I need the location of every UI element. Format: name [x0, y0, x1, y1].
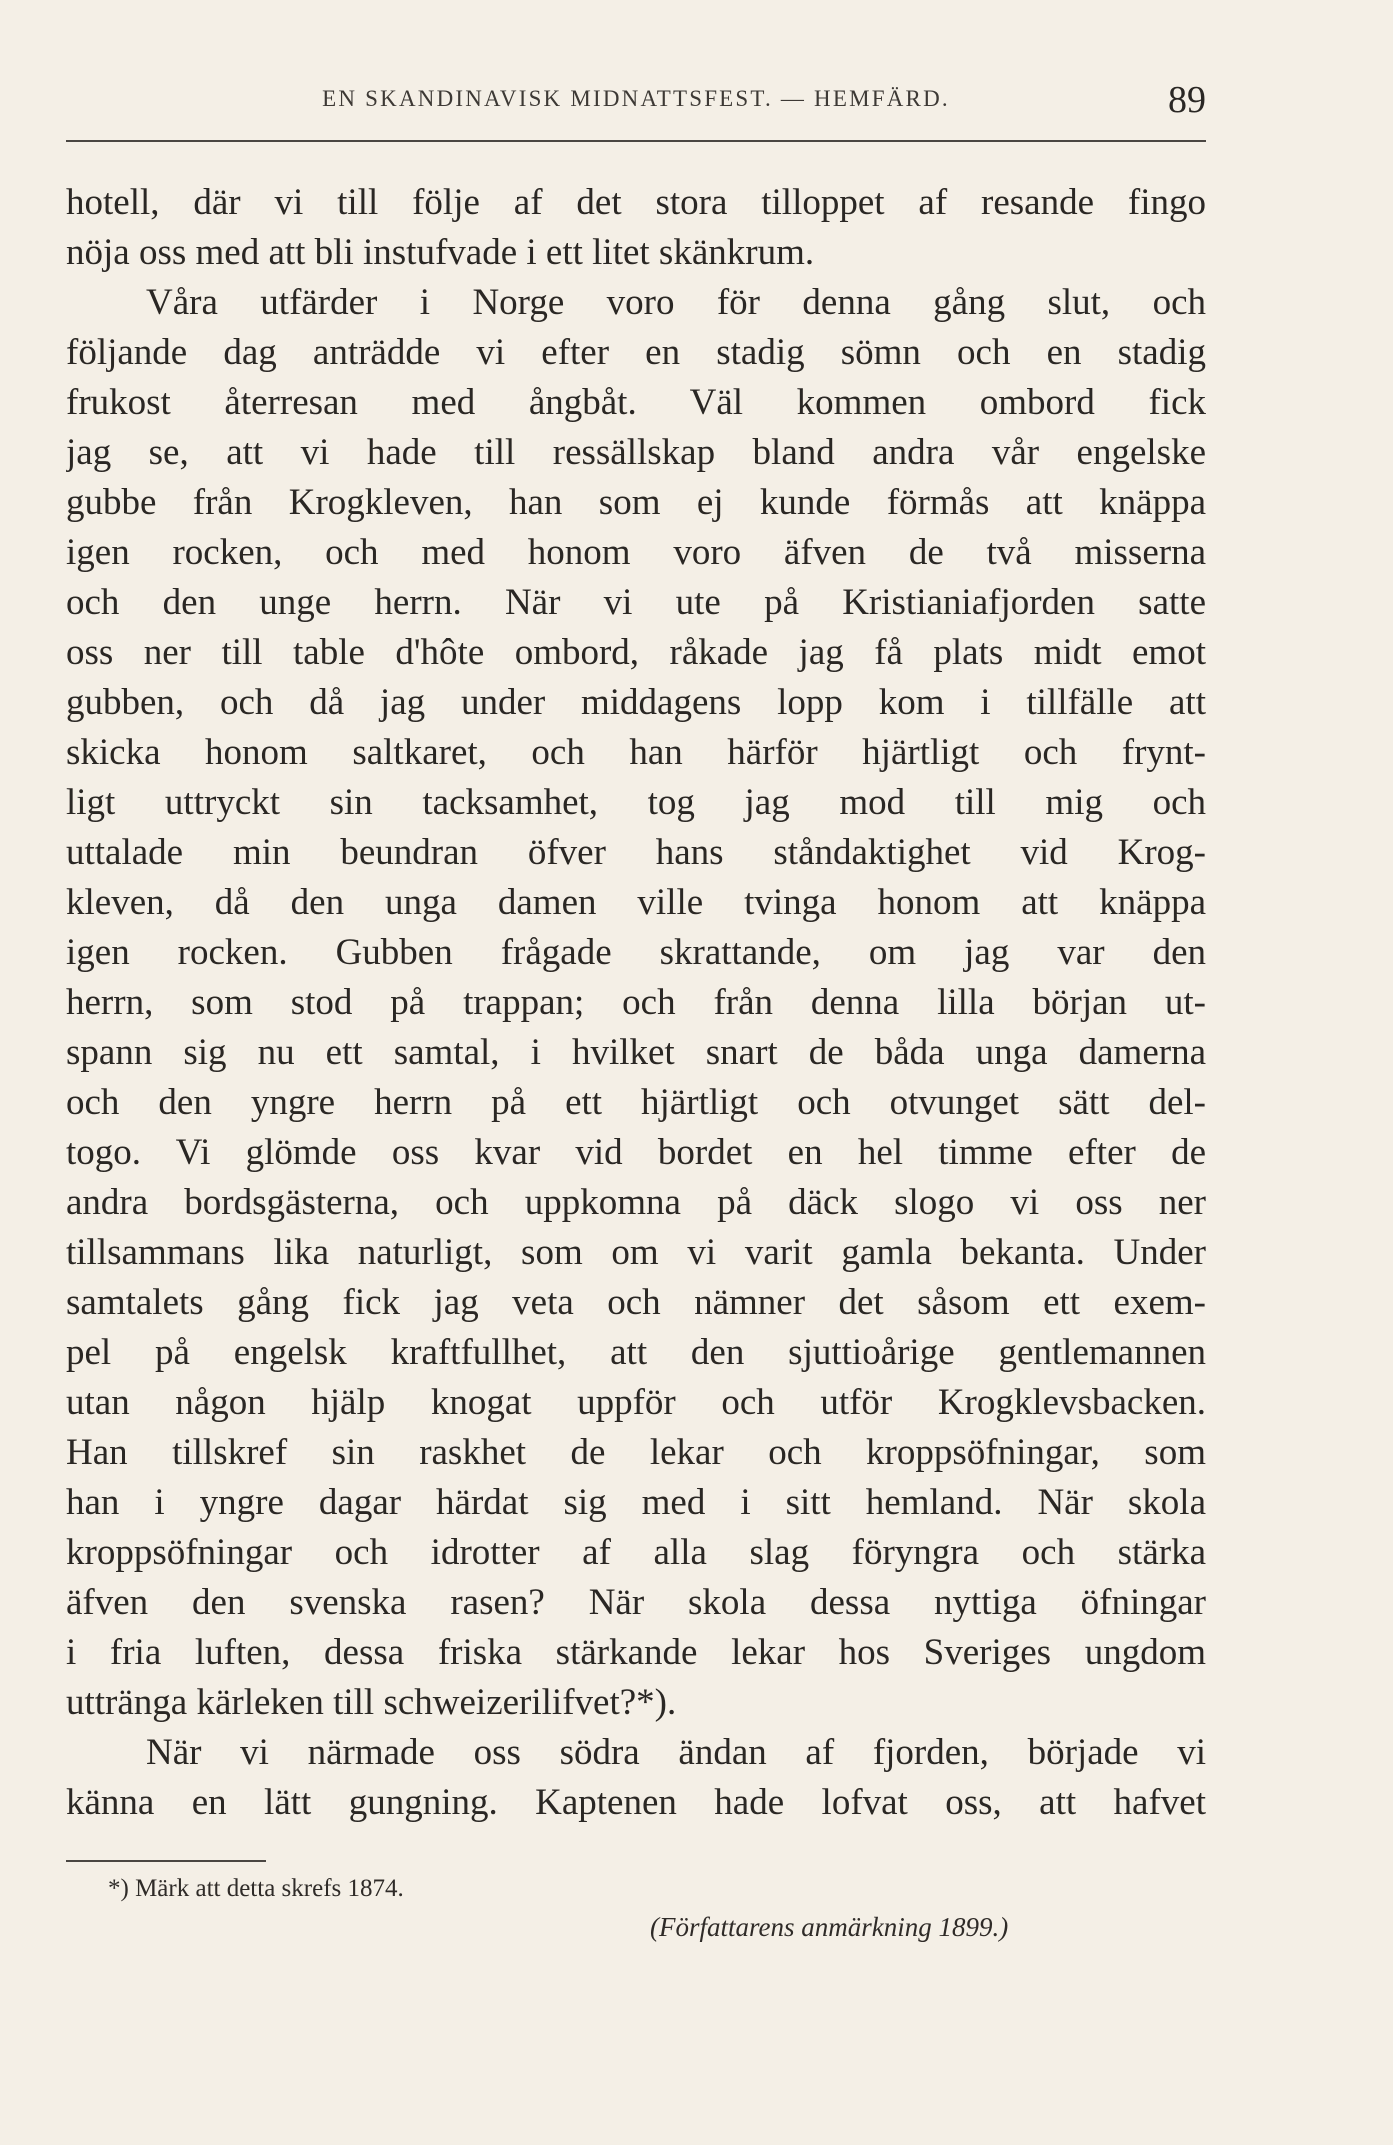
text-line: Våra utfärder i Norge voro för denna gång slut, och	[146, 282, 1206, 323]
text-line: samtalets gång fick jag veta och nämner det såsom ett exem-	[66, 1282, 1206, 1323]
text-line: tillsammans lika naturligt, som om vi varit gamla bekanta. Under	[66, 1232, 1206, 1273]
text-line: När vi närmade oss södra ändan af fjorden, började vi	[146, 1732, 1206, 1773]
text-line: kleven, då den unga damen ville tvinga honom att knäppa	[66, 882, 1206, 923]
text-line: gubben, och då jag under middagens lopp kom i tillfälle att	[66, 682, 1206, 723]
footnote-attribution: (Författarens anmärkning 1899.)	[650, 1912, 1009, 1942]
text-line: igen rocken, och med honom voro äfven de två misserna	[66, 532, 1206, 573]
text-line: kroppsöfningar och idrotter af alla slag föryngra och stärka	[66, 1532, 1206, 1573]
text-line: frukost återresan med ångbåt. Väl kommen ombord fick	[66, 382, 1206, 423]
text-line: pel på engelsk kraftfullhet, att den sjuttioårige gentlemannen	[66, 1332, 1206, 1373]
text-line: och den unge herrn. När vi ute på Kristianiafjorden satte	[66, 582, 1206, 623]
text-line: och den yngre herrn på ett hjärtligt och otvunget sätt del-	[66, 1082, 1206, 1123]
text-line: uttalade min beundran öfver hans ståndaktighet vid Krog-	[66, 832, 1206, 873]
text-line: skicka honom saltkaret, och han härför hjärtligt och frynt-	[66, 732, 1206, 773]
running-head: EN SKANDINAVISK MIDNATTSFEST. — HEMFÄRD.	[322, 86, 950, 111]
text-line: i fria luften, dessa friska stärkande lekar hos Sveriges ungdom	[66, 1632, 1206, 1673]
text-line: Han tillskref sin raskhet de lekar och kroppsöfningar, som	[66, 1432, 1206, 1473]
text-line: uttränga kärleken till schweizerilifvet?*).	[66, 1682, 677, 1723]
text-line: herrn, som stod på trappan; och från denna lilla början ut-	[66, 982, 1206, 1023]
text-line: följande dag anträdde vi efter en stadig sömn och en stadig	[66, 332, 1206, 373]
text-line: han i yngre dagar härdat sig med i sitt hemland. När skola	[66, 1482, 1206, 1523]
text-line: nöja oss med att bli instufvade i ett litet skänkrum.	[66, 232, 815, 273]
text-line: ligt uttryckt sin tacksamhet, tog jag mod till mig och	[66, 782, 1206, 823]
page-header	[66, 78, 1206, 128]
text-line: oss ner till table d'hôte ombord, råkade jag få plats midt emot	[66, 632, 1206, 673]
text-line: hotell, där vi till följe af det stora tilloppet af resande fingo	[66, 182, 1206, 223]
page-number: 89	[1168, 79, 1206, 121]
header-rule	[66, 140, 1206, 142]
text-line: äfven den svenska rasen? När skola dessa nyttiga öfningar	[66, 1582, 1206, 1623]
body-text	[66, 178, 1206, 1828]
text-line: känna en lätt gungning. Kaptenen hade lofvat oss, att hafvet	[66, 1782, 1206, 1823]
text-line: jag se, att vi hade till ressällskap bland andra vår engelske	[66, 432, 1206, 473]
text-line: utan någon hjälp knogat uppför och utför Krogklevsbacken.	[66, 1382, 1206, 1423]
text-line: andra bordsgästerna, och uppkomna på däck slogo vi oss ner	[66, 1182, 1206, 1223]
footnote: *) Märk att detta skrefs 1874.	[108, 1875, 404, 1902]
text-line: togo. Vi glömde oss kvar vid bordet en hel timme efter de	[66, 1132, 1206, 1173]
footnote-rule	[66, 1860, 266, 1862]
text-line: gubbe från Krogkleven, han som ej kunde förmås att knäppa	[66, 482, 1206, 523]
text-line: spann sig nu ett samtal, i hvilket snart de båda unga damerna	[66, 1032, 1206, 1073]
text-line: igen rocken. Gubben frågade skrattande, om jag var den	[66, 932, 1206, 973]
